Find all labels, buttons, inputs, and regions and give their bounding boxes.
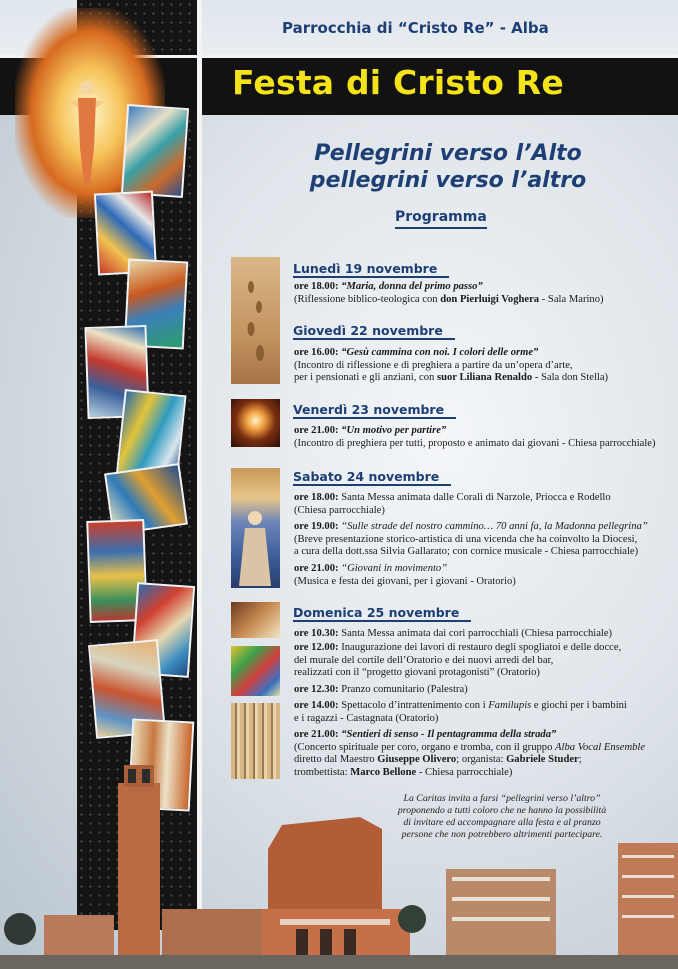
caritas-line: La Caritas invita a farsi “pellegrini verso l’altro” — [403, 793, 601, 804]
speaker-name: Marco Bellone — [350, 766, 417, 778]
event-time: ore 16.00: — [294, 347, 339, 358]
stained-glass-panel — [121, 104, 189, 198]
event-description: (Incontro di preghiera per tutti, proposto e animato dai giovani - Chiesa parrocchiale) — [294, 437, 656, 449]
event-time: ore 12.00: — [294, 642, 339, 653]
candle-hands-photo — [231, 399, 280, 447]
bell-tower — [118, 783, 160, 969]
event-description: - Sala don Stella) — [532, 372, 609, 384]
event-description: Pranzo comunitario (Palestra) — [341, 684, 468, 695]
madonna-statue-photo — [231, 468, 280, 588]
caritas-line: di invitare ed accompagnare alla festa e al pranzo — [403, 817, 601, 828]
event-time: ore 18.00: — [294, 281, 339, 292]
day-heading: Giovedì 22 novembre — [293, 323, 455, 340]
day-heading: Sabato 24 novembre — [293, 469, 451, 486]
festival-title: Festa di Cristo Re — [232, 63, 564, 102]
parish-name: Parrocchia di “Cristo Re” - Alba — [282, 19, 549, 37]
festival-subtitle — [268, 140, 628, 194]
event-item — [294, 700, 666, 725]
event-description: i ragazzi - Castagnata (Oratorio) — [301, 712, 439, 724]
event-description: - Chiesa parrocchiale) — [416, 766, 513, 778]
footprints-icon — [231, 257, 280, 384]
conjunction: e — [294, 712, 302, 724]
event-item — [294, 492, 666, 517]
speaker-name: Gabriele Studer — [506, 754, 579, 766]
speaker-name: don Pierluigi Voghera — [440, 293, 540, 305]
event-description: - Sala Marino) — [539, 293, 604, 305]
event-description: (Chiesa parrocchiale) — [294, 504, 385, 516]
event-description: realizzati con il “progetto giovani protagonisti” (Oratorio) — [294, 667, 540, 679]
event-description: (Musica e festa dei giovani, per i giovani - Oratorio) — [294, 575, 516, 587]
event-time: ore 14.00: — [294, 700, 339, 711]
apartment-building — [618, 843, 678, 959]
day-heading: Lunedì 19 novembre — [293, 261, 449, 278]
day-heading: Domenica 25 novembre — [293, 605, 471, 622]
madonna-icon — [231, 468, 280, 588]
event-description: Spettacolo d’intrattenimento con i — [341, 700, 489, 711]
church-illustration — [0, 759, 678, 969]
subtitle-line: pellegrini verso l’altro — [309, 168, 587, 193]
event-description: per i pensionati e gli anziani, con — [294, 372, 437, 384]
day-heading: Venerdì 23 novembre — [293, 402, 456, 419]
event-title: “Giovani in movimento” — [341, 563, 448, 574]
event-description: ; organista: — [456, 754, 507, 766]
caritas-line: proponendo a tutti coloro che ne hanno la possibilità — [397, 805, 607, 816]
event-description: Santa Messa animata dai cori parrocchiali (Chiesa parrocchiale) — [341, 628, 613, 639]
event-item — [294, 563, 666, 588]
group-name: Alba Vocal Ensemble — [555, 741, 646, 753]
event-time: ore 19.00: — [294, 521, 339, 532]
event-description: trombettista: — [294, 766, 351, 778]
event-time: ore 21.00: — [294, 729, 339, 740]
event-description: Santa Messa animata dalle Corali di Narzole, Priocca e Rodello — [341, 492, 611, 503]
event-title: “Maria, donna del primo passo” — [341, 281, 483, 292]
christ-figure-image — [70, 78, 104, 188]
apartment-building — [44, 915, 114, 959]
footprints-photo — [231, 257, 280, 384]
event-item — [294, 684, 666, 697]
speaker-name: suor Liliana Renaldo — [436, 372, 533, 384]
event-description: (Breve presentazione storico-artistica di una vicenda che ha coinvolto la Diocesi, — [294, 533, 638, 545]
event-item — [294, 347, 666, 385]
event-item — [294, 521, 666, 559]
event-description: (Incontro di riflessione e di preghiera a partire da un’opera d’arte, — [294, 359, 573, 371]
event-title: “Gesù cammina con noi. I colori delle orme” — [341, 347, 539, 358]
mural-photo — [231, 646, 280, 696]
caritas-line: persone che non potrebbero altrimenti partecipare. — [401, 829, 603, 840]
event-description: a cura della dott.ssa Silvia Gallarato; con cornice musicale - Chiesa parrocchiale) — [294, 546, 639, 558]
event-title: “Sentieri di senso - Il pentagramma della strada” — [341, 729, 557, 740]
event-title: “Un motivo per partire” — [341, 425, 447, 436]
event-time: ore 12.30: — [294, 684, 339, 695]
event-description: diretto dal Maestro — [294, 754, 378, 766]
group-name: Familupis — [488, 700, 532, 711]
event-time: ore 10.30: — [294, 628, 339, 639]
event-item — [294, 642, 666, 680]
event-description: e giochi per i bambini — [531, 700, 627, 711]
event-description: (Riflessione biblico-teologica con — [294, 293, 441, 305]
apartment-building — [162, 909, 262, 959]
speaker-name: Giuseppe Olivero — [377, 754, 457, 766]
apartment-building — [446, 869, 556, 959]
event-item — [294, 425, 666, 450]
event-time: ore 18.00: — [294, 492, 339, 503]
subtitle-line: Pellegrini verso l’Alto — [314, 141, 582, 166]
event-description: ; — [578, 754, 582, 766]
mass-host-photo — [231, 602, 280, 638]
programma-heading: Programma — [395, 209, 487, 229]
event-description: Inaugurazione dei lavori di restauro degli spogliatoi e delle docce, — [341, 642, 622, 653]
event-item — [294, 628, 666, 641]
church-facade — [268, 817, 382, 919]
event-description: del murale del cortile dell’Oratorio e dei nuovi arredi del bar, — [294, 654, 554, 666]
event-time: ore 21.00: — [294, 425, 339, 436]
event-description: (Concerto spirituale per coro, organo e tromba, con il gruppo — [294, 741, 556, 753]
event-title: “Sulle strade del nostro cammino… 70 anni fa, la Madonna pellegrina” — [341, 521, 648, 532]
event-time: ore 21.00: — [294, 563, 339, 574]
event-item — [294, 281, 666, 306]
